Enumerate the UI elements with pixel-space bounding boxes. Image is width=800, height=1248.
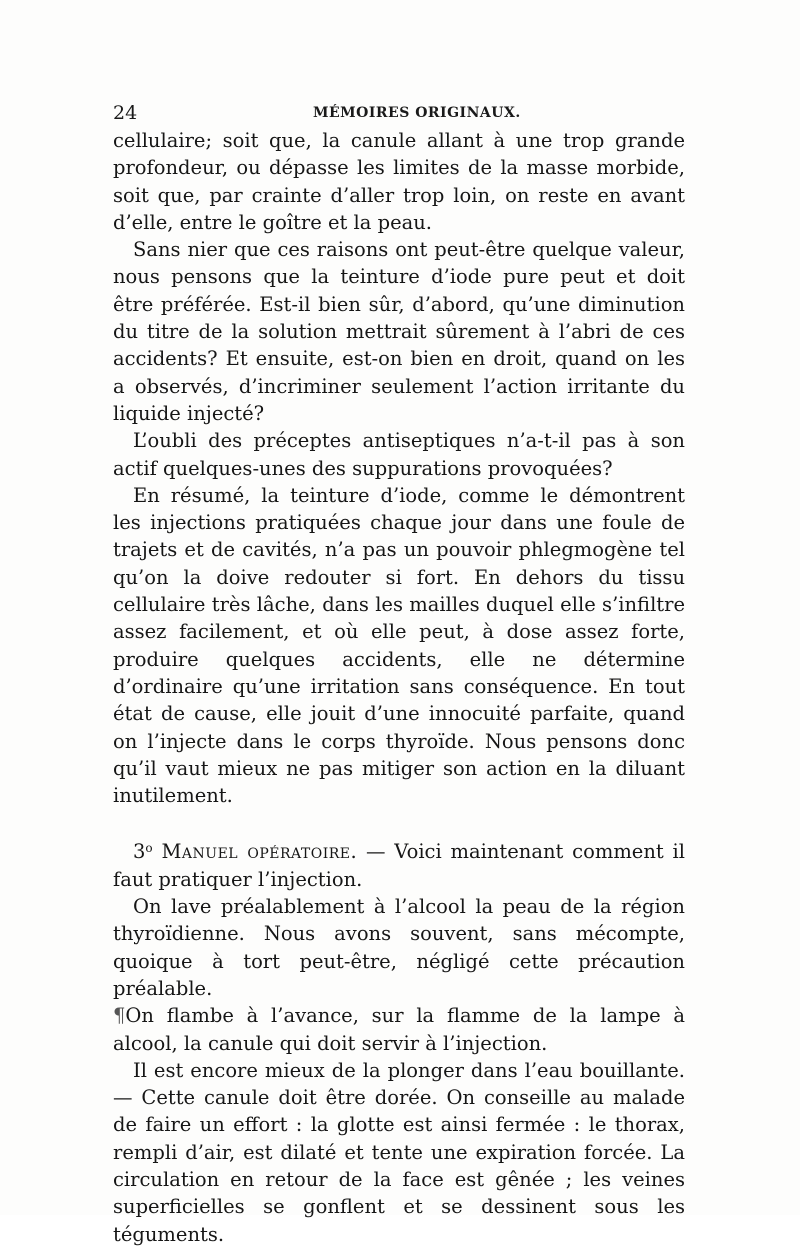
paragraph: Il est encore mieux de la plonger dans l’eau bouillante. — Cette canule doit être dorée. On conseille au malade de faire un effort : la glotte est ainsi fermée : le thorax, rempli d’air, est dilaté et tente une expiration forcée. La circulation en retour de la face est gênée ; les veines superficielles se gonflent et se dessinent sous les téguments. — [113, 1058, 685, 1246]
paragraph: En résumé, la teinture d’iode, comme le démontrent les injections pratiquées chaque jour dans une foule de trajets et de cavités, n’a pas un pouvoir phlegmogène tel qu’on la doive redouter si fort. En dehors du tissu cellulaire très lâche, dans les mailles duquel elle s’infiltre assez facilement, et où elle peut, à dose assez forte, produire quelques accidents, elle ne détermine d’ordinaire qu’une irritation sans conséquence. En tout état de cause, elle jouit d’une innocuité parfaite, quand on l’injecte dans le corps thyroïde. Nous pensons donc qu’il vaut mieux ne pas mitiger son action en la diluant inutilement. — [113, 483, 685, 808]
paragraph: Sans nier que ces raisons ont peut-être quelque valeur, nous pensons que la teinture d’iode pure peut et doit être préférée. Est-il bien sûr, d’abord, qu’une diminution du titre de la solution mettrait sûrement à l’abri de ces accidents? Et ensuite, est-on bien en droit, quand on les a observés, d’incriminer seulement l’action irritante du liquide injecté? — [113, 238, 685, 425]
section-title: Manuel opératoire. — [161, 840, 358, 864]
paragraph — [113, 1002, 685, 1057]
paragraph: L’oubli des préceptes antiseptiques n’a-t-il pas à son actif quelques-unes des suppurations provoquées? — [113, 429, 685, 480]
paragraph-text: On flambe à l’avance, sur la flamme de la lampe à alcool, la canule qui doit servir à l’injection. — [113, 1004, 685, 1055]
section-text: — Voici maintenant comment il faut pratiquer l’injection. — [113, 840, 686, 891]
section-heading-paragraph — [113, 835, 685, 893]
page-number: 24 — [113, 102, 138, 124]
paragraph-continuation: cellulaire; soit que, la canule allant à une trop grande profondeur, ou dépasse les limites de la masse morbide, soit que, par crainte d’aller trop loin, on reste en avant d’elle, entre le goître et la peau. — [113, 129, 685, 234]
body-text — [113, 127, 685, 1248]
running-title: MÉMOIRES ORIGINAUX. — [313, 105, 521, 121]
paragraph: On lave préalablement à l’alcool la peau de la région thyroïdienne. Nous avons souvent, sans mécompte, quoique à tort peut-être, négligé cette précaution préalable. — [113, 895, 685, 1000]
paragraph-mark-icon: ¶ — [113, 1004, 126, 1028]
section-ordinal: o — [145, 841, 153, 856]
page-header — [113, 98, 685, 128]
section-number: 3 — [133, 840, 146, 864]
